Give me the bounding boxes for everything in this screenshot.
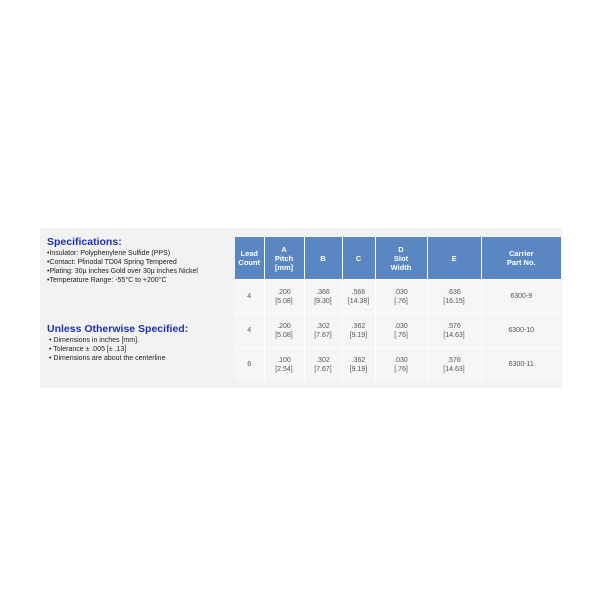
notes-list [47,336,232,363]
cell-value: 4 [247,327,252,334]
column-header-text: E [451,253,457,263]
cell-value: [9.19] [349,331,368,339]
cell-value: .030 [394,288,408,296]
column-header-dim-e [427,237,481,280]
cell-value: [14.38] [347,297,370,305]
column-header-text: [mm] [274,262,294,272]
column-header-text: A [281,244,287,254]
column-header-text: Carrier [508,249,534,258]
notes-section [47,323,232,363]
cell-value: [9.19] [349,365,368,373]
note-item-tolerance: • Tolerance ± .005 [± .13] [49,346,127,353]
column-header-slot-width-d [375,237,427,280]
table-row [235,314,561,348]
cell-value: [.76] [394,331,408,339]
cell-value: [14.63] [443,331,465,339]
cell-value: .030 [394,356,408,364]
notes-title: Unless Otherwise Specified: [47,323,189,335]
column-header-dim-c [342,237,375,280]
cell-value: 6 [247,361,252,368]
cell-value: [16.15] [443,297,465,305]
cell-dim-b [304,314,342,348]
column-header-text: Lead [240,249,258,258]
column-header-text: B [320,253,326,263]
column-header-text: Width [390,262,412,272]
cell-dim-e [427,314,481,348]
cell-carrier-part-no [481,314,561,348]
column-header-text: Slot [393,253,409,263]
note-item-centerline: • Dimensions are about the centerline [49,355,166,362]
column-header-text: D [398,244,404,254]
table-row [235,348,561,382]
table-body [235,280,561,382]
cell-slot-width-d [375,280,427,314]
cell-value: .030 [394,322,408,330]
cell-carrier-part-no [481,280,561,314]
cell-value: .302 [316,322,330,330]
cell-value: [7.67] [314,365,332,373]
cell-dim-c [342,314,375,348]
cell-value: [5.08] [275,331,293,339]
cell-carrier-part-no [481,348,561,382]
column-header-text: Count [238,258,261,267]
cell-value: [.76] [394,365,408,373]
cell-value: 6300-10 [508,327,535,334]
cell-dim-b [304,348,342,382]
cell-value: [9.30] [314,297,332,305]
cell-slot-width-d [375,348,427,382]
spec-item-plating: •Plating: 30µ inches Gold over 30µ inches Nickel [47,268,198,275]
cell-value: [.76] [394,297,408,305]
cell-value: .576 [447,356,461,364]
cell-value: .200 [277,288,291,296]
cell-dim-e [427,348,481,382]
specifications-title: Specifications: [47,236,122,248]
cell-value: 6300-11 [508,361,534,368]
cell-value: [14.63] [443,365,465,373]
cell-value: 4 [247,293,252,300]
cell-pitch-a [264,314,304,348]
cell-value: .362 [351,322,366,330]
cell-value: .362 [351,356,366,364]
cell-slot-width-d [375,314,427,348]
cell-value: .302 [316,356,330,364]
column-header-text: C [355,253,362,263]
column-header-text: Pitch [274,253,294,263]
cell-dim-c [342,280,375,314]
cell-value: .566 [351,288,366,296]
cell-value: [7.67] [314,331,332,339]
cell-value: .366 [316,288,330,296]
cell-value: [2.54] [275,365,293,373]
column-header-text: Part No. [506,258,536,267]
cell-dim-c [342,348,375,382]
cell-value: [5.08] [275,297,293,305]
cell-pitch-a [264,348,304,382]
column-header-dim-b [304,237,342,280]
specifications-section [47,236,232,285]
specifications-list [47,249,232,285]
dimensions-table [235,237,561,381]
cell-lead-count [235,348,264,382]
cell-dim-b [304,280,342,314]
note-item-dimensions: • Dimensions in inches [mm]. [49,337,139,344]
cell-value: 6300-9 [510,293,533,300]
cell-value: .576 [447,322,461,330]
cell-pitch-a [264,280,304,314]
column-header-lead-count [235,237,264,280]
column-header-pitch-a [264,237,304,280]
table-row [235,280,561,314]
cell-lead-count [235,314,264,348]
spec-item-temperature: •Temperature Range: -55°C to +200°C [47,277,167,284]
spec-item-contact: •Contact: Pfinodal TD04 Spring Tempered [47,259,177,266]
cell-dim-e [427,280,481,314]
cell-value: .636 [447,288,461,296]
cell-value: .100 [277,356,291,364]
cell-value: .200 [277,322,291,330]
table-header-row [235,237,561,280]
cell-lead-count [235,280,264,314]
column-header-carrier-part-no [481,237,561,280]
spec-item-insulator: •Insulator: Polyphenylene Sulfide (PPS) [47,250,171,257]
